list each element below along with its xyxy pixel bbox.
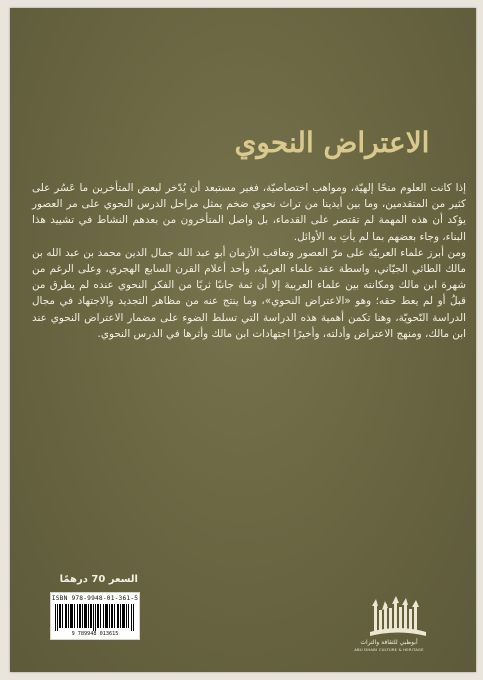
publisher-name-english: ABU DHABI CULTURE & HERITAGE bbox=[354, 647, 424, 652]
palm-emblem-icon bbox=[368, 596, 428, 638]
isbn-barcode-label bbox=[50, 592, 140, 640]
publisher-name-arabic: أبوظبي للثقافة والتراث bbox=[360, 639, 418, 646]
barcode-icon bbox=[55, 604, 135, 631]
blurb bbox=[32, 180, 466, 342]
blurb-paragraph-1: إذا كانت العلوم منحًا إلهيّة، ومواهب اختصاصيّة، فغير مستبعد أن يُدّخر لبعض المتأخرين ما عَسُر على كثير من المتقدمين، وما بين أيدينا من تراث نحوي ضخم يمثل مراحل الدرس النحوي على مر العصور يؤكد أن هذه المهمة لم تقتصر على القدماء، بل واصل المتأخرون من بعدهم النشاط في تشييد هذا البناء، وجاء بعضهم بما لم يأتِ به الأوائل. bbox=[32, 182, 466, 243]
isbn-number: ISBN 978-9948-01-361-5 bbox=[51, 595, 139, 602]
book-title: الاعتراض النحوي bbox=[234, 126, 430, 159]
blurb-paragraph-2: ومن أبرز علماء العربيّة على مرّ العصور وتعاقب الأزمان أبو عبد الله جمال الدين محمد بن عبد الله بن مالك الطائي الجيّاني، واسطة عقد علماء العربيّة، وأحد أعلام القرن السابع الهجري، وعلى الرغم من شهرة ابن مالك ومكانته بين علماء العربية إلا أن ثمة جانبًا ثريًا من الفكر النحوي عنده لم يطرق من قبلُ أو لم يعط حقه؛ وهو «الاعتراض النحوي»، وما ينتج عنه من مظاهر التجديد والاجتهاد في مجال الدراسة النّحويّة، وهنا تكمن أهمية هذه الدراسة التي تسلط الضوء على مضمار الاعتراض النحوي عند ابن مالك، ومنهج الاعتراض وأدلته، وأخيرًا اجتهادات ابن مالك وأثرها في الدرس النحوي. bbox=[32, 246, 466, 340]
book-back-cover bbox=[10, 8, 476, 672]
barcode-digits: 9 789948 013615 bbox=[71, 631, 119, 637]
price-label: السعر 70 درهمًا bbox=[59, 574, 138, 585]
